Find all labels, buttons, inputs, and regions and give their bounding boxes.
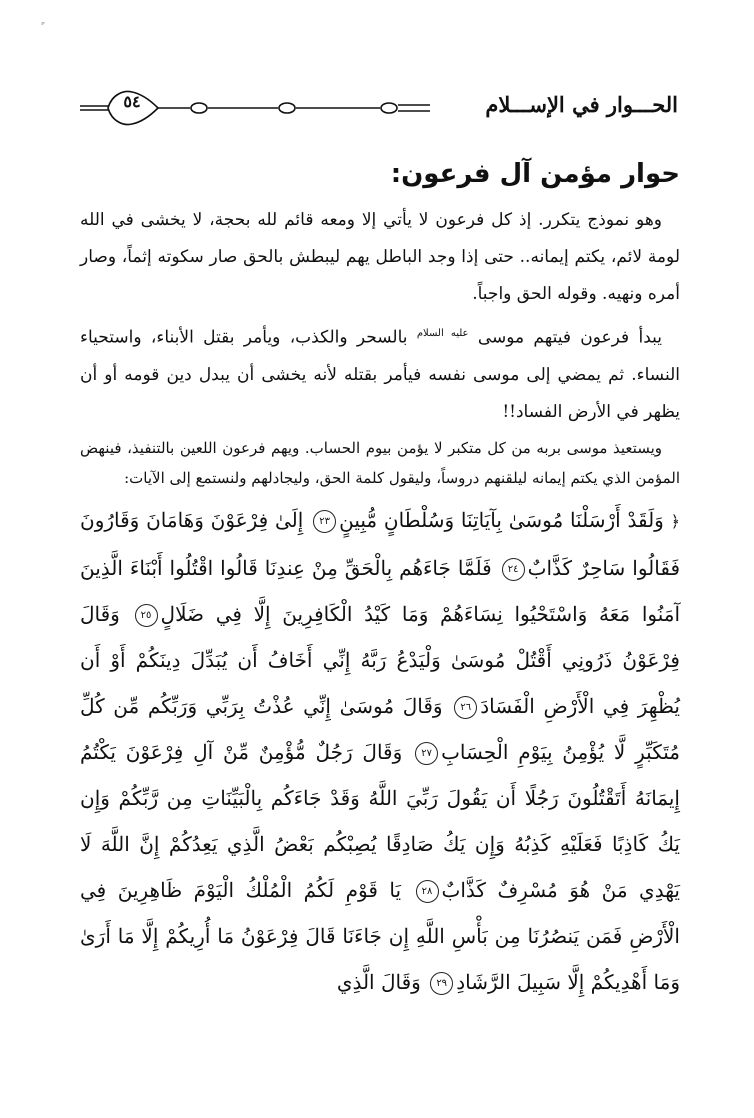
verse-marker-24: ٢٤ <box>502 558 525 581</box>
section-title: حوار مؤمن آل فرعون: <box>390 159 680 189</box>
verse-marker-26: ٢٦ <box>454 696 477 719</box>
verse-marker-27: ٢٧ <box>415 742 438 765</box>
honorific-glyph: عليه السلام <box>416 328 469 339</box>
verse-marker-29: ٢٩ <box>430 972 453 995</box>
paragraph-2-after: بالسحر والكذب، ويأمر بقتل الأبناء، واستحياء النساء. ثم يمضي إلى موسى نفسه فيأمر بقتله لأنه يخشى أن يبدل دين قومه أو أن يظهر في الأرض الفساد!! <box>80 327 680 422</box>
verse-30-start: وَقَالَ الَّذِي <box>336 969 421 994</box>
quran-passage <box>80 497 680 1005</box>
verse-24: إِلَىٰ فِرْعَوْنَ وَهَامَانَ وَقَارُونَ فَقَالُوا سَاحِرٌ كَذَّابٌ <box>80 507 681 580</box>
page-number: ٥٤ <box>123 92 141 111</box>
verse-23: وَلَقَدْ أَرْسَلْنَا مُوسَىٰ بِآيَاتِنَا وَسُلْطَانٍ مُّبِينٍ <box>339 507 664 532</box>
verse-marker-28: ٢٨ <box>416 880 439 903</box>
verse-28: وَقَالَ رَجُلٌ مُّؤْمِنٌ مِّنْ آلِ فِرْعَوْنَ يَكْتُمُ إِيمَانَهُ أَتَقْتُلُونَ رَجُلًا أَن يَقُولَ رَبِّيَ اللَّهُ وَقَدْ جَاءَكُم بِالْبَيِّنَاتِ مِن رَّبِّكُمْ وَإِن يَكُ كَاذِبًا فَعَلَيْهِ كَذِبُهُ وَإِن يَكُ صَادِقًا يُصِبْكُم بَعْضُ الَّذِي يَعِدُكُمْ إِنَّ اللَّهَ لَا يَهْدِي مَنْ هُوَ مُسْرِفٌ كَذَّابٌ <box>80 739 680 902</box>
verse-marker-23: ٢٣ <box>313 510 336 533</box>
paragraph-2-before: يبدأ فرعون فيتهم موسى <box>477 327 662 348</box>
verse-25: فَلَمَّا جَاءَهُم بِالْحَقِّ مِنْ عِندِنَا قَالُوا اقْتُلُوا أَبْنَاءَ الَّذِينَ آمَنُوا مَعَهُ وَاسْتَحْيُوا نِسَاءَهُمْ وَمَا كَيْدُ الْكَافِرِينَ إِلَّا فِي ضَلَالٍ <box>80 555 681 626</box>
page-body <box>80 152 680 1005</box>
running-header <box>78 82 678 134</box>
paragraph-2 <box>80 315 680 431</box>
header-title: الحـــوار في الإســـلام <box>485 92 678 117</box>
paragraph-1: وهو نموذج يتكرر. إذ كل فرعون لا يأتي إلا ومعه قائم لله بحجة، لا يخشى في الله لومة لائم، يكتم إيمانه.. حتى إذا وجد الباطل يهم ليبطش بالحق صار سكوته إثماً، وصار أمره ونهيه. وقوله الحق واجباً. <box>80 210 680 304</box>
verse-29: يَا قَوْمِ لَكُمُ الْمُلْكُ الْيَوْمَ ظَاهِرِينَ فِي الْأَرْضِ فَمَن يَنصُرُنَا مِن بَأْسِ اللَّهِ إِن جَاءَنَا قَالَ فِرْعَوْنُ مَا أُرِيكُمْ إِلَّا مَا أَرَىٰ وَمَا أَهْدِيكُمْ إِلَّا سَبِيلَ الرَّشَادِ <box>80 877 680 994</box>
paragraph-3: ويستعيذ موسى بربه من كل متكبر لا يؤمن بيوم الحساب. ويهم فرعون اللعين بالتنفيذ، فينهض المؤمن الذي يكتم إيمانه ليلقنهم دروساً، وليقول كلمة الحق، وليجادلهم ولنستمع إلى الآيات: <box>80 438 680 487</box>
verse-27: وَقَالَ مُوسَىٰ إِنِّي عُذْتُ بِرَبِّي وَرَبِّكُم مِّن كُلِّ مُتَكَبِّرٍ لَّا يُؤْمِنُ بِيَوْمِ الْحِسَابِ <box>80 693 680 764</box>
verse-marker-25: ٢٥ <box>135 604 158 627</box>
quran-open-ornament: ﴿ <box>670 511 680 531</box>
verse-26: وَقَالَ فِرْعَوْنُ ذَرُونِي أَقْتُلْ مُوسَىٰ وَلْيَدْعُ رَبَّهُ إِنِّي أَخَافُ أَن يُبَدِّلَ دِينَكُمْ أَوْ أَن يُظْهِرَ فِي الْأَرْضِ الْفَسَادَ <box>80 601 680 718</box>
